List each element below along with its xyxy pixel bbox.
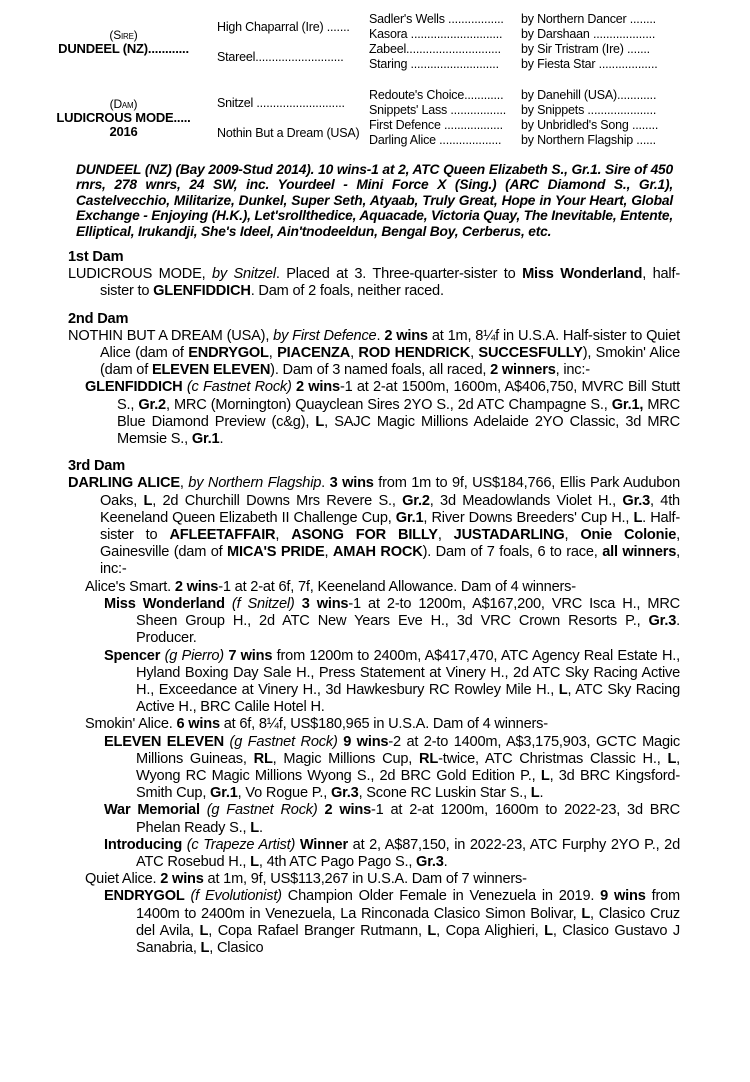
- grandparent-entry: Nothin But a Dream (USA): [217, 126, 360, 140]
- great-grandparent-entry: Darling Alice ...................: [369, 133, 502, 147]
- text-run: by Snitzel: [211, 266, 276, 283]
- pedigree-table: [30, 12, 722, 148]
- text-run: (f Evolutionist): [190, 888, 282, 905]
- text-run: 9 wins: [600, 888, 646, 905]
- text-run: Gr.2: [138, 396, 166, 413]
- text-run: AMAH ROCK: [332, 544, 423, 561]
- text-run: Gr.3: [622, 492, 651, 509]
- parents-column-gap: [30, 72, 217, 88]
- great-grandparent-entry: First Defence ..................: [369, 118, 503, 132]
- text-run: L: [143, 492, 153, 509]
- text-run: GLENFIDDICH: [85, 379, 183, 396]
- sire-name: DUNDEEL (NZ)............: [58, 40, 189, 56]
- by-sire-entry: by Northern Dancer ........: [521, 12, 656, 26]
- pedigree-great-grandparents-column: [369, 12, 521, 148]
- pedigree-paragraph: Miss Wonderland (f Snitzel) 3 wins-1 at 2-to 1200m, A$167,200, VRC Isca H., MRC Sheen Group H., 2d ATC New Years Eve H., 3d VRC Crown Resorts P., Gr.3. Producer.: [104, 595, 681, 647]
- text-run: 2 wins: [324, 802, 371, 819]
- text-run: Gr.3: [648, 613, 677, 630]
- by-sire-entry: by Snippets .....................: [521, 103, 657, 117]
- text-run: 7 wins: [228, 647, 273, 664]
- dam-name: LUDICROUS MODE.....: [56, 109, 191, 125]
- sire-tag: (Sire): [109, 27, 138, 42]
- by-sire-entry: by Northern Flagship ......: [521, 133, 656, 147]
- text-run: ELEVEN ELEVEN: [104, 733, 224, 750]
- grandparent-entry: Snitzel ...........................: [217, 96, 345, 110]
- text-run: ROD HENDRICK: [358, 345, 471, 362]
- text-run: Onie Colonie: [580, 527, 677, 544]
- pedigree-paragraph: Quiet Alice. 2 wins at 1m, 9f, US$113,267 in U.S.A. Dam of 7 winners-: [85, 871, 527, 888]
- text-run: L: [199, 922, 209, 939]
- pedigree-grandparents-column: [217, 12, 369, 148]
- great-grandparent-entry: Snippets' Lass .................: [369, 103, 507, 117]
- text-run: ENDRYGOL: [188, 345, 269, 362]
- text-run: L: [540, 767, 550, 784]
- text-run: by First Defence: [273, 327, 377, 344]
- pedigree-paragraph: DARLING ALICE, by Northern Flagship. 3 wins from 1m to 9f, US$184,766, Ellis Park Audubon Oaks, L, 2d Churchill Downs Mrs Revere S., Gr.2, 3d Meadowlands Violet H., Gr.3, 4th Keeneland Queen Elizabeth II Challenge Cup, Gr.1, River Downs Breeders' Cup H., L. Half-sister to AFLEETAFFAIR, ASONG FOR BILLY, JUSTADARLING, Onie Colonie, Gainesville (dam of MICA'S PRIDE, AMAH ROCK). Dam of 7 foals, 6 to race, all winners, inc:-: [68, 475, 681, 578]
- text-run: (g Fastnet Rock): [206, 802, 318, 819]
- text-run: Gr.1: [210, 785, 238, 802]
- great-grandparent-entry: Redoute's Choice............: [369, 88, 504, 102]
- sire-block: [30, 12, 217, 72]
- text-run: Introducing: [104, 836, 183, 853]
- text-run: Gr.1: [395, 509, 424, 526]
- text-run: DARLING ALICE: [68, 475, 180, 492]
- text-run: 2 wins: [296, 379, 340, 396]
- text-run: L: [427, 922, 437, 939]
- dam-sections: [0, 249, 750, 957]
- by-sire-column-gap: [521, 72, 722, 88]
- text-run: L: [250, 853, 259, 870]
- pedigree-paragraph: NOTHIN BUT A DREAM (USA), by First Defence. 2 wins at 1m, 8¼f in U.S.A. Half-sister to Quiet Alice (dam of ENDRYGOL, PIACENZA, ROD HENDRICK, SUCCESFULLY), Smokin' Alice (dam of ELEVEN ELEVEN). Dam of 3 named foals, all raced, 2 winners, inc:-: [68, 327, 680, 379]
- text-run: L: [667, 750, 677, 767]
- by-sire-entry: by Sir Tristram (Ire) .......: [521, 42, 650, 56]
- text-run: Miss Wonderland: [522, 266, 643, 283]
- by-sire-entry: by Darshaan ...................: [521, 27, 656, 41]
- text-run: by Northern Flagship: [188, 475, 322, 492]
- text-run: RL: [253, 750, 273, 767]
- text-run: Spencer: [104, 647, 161, 664]
- text-run: (f Snitzel): [231, 595, 295, 612]
- text-run: GLENFIDDICH: [153, 283, 251, 300]
- text-run: L: [633, 509, 643, 526]
- text-run: Gr.2: [402, 492, 430, 509]
- text-run: Miss Wonderland: [104, 595, 225, 612]
- text-run: (g Fastnet Rock): [229, 733, 338, 750]
- pedigree-paragraph: Spencer (g Pierro) 7 wins from 1200m to 2400m, A$417,470, ATC Agency Real Estate H., Hyland Boxing Day Sale H., Press Statement at Vinery H., 2d ATC Sky Racing Active H., Exceedance at Vinery H., 3d Hawkesbury RC Rowley Mile H., L, ATC Sky Racing Active H., BRC Calile Hotel H.: [104, 647, 680, 716]
- pedigree-parents-column: [30, 12, 217, 148]
- text-run: L: [315, 413, 325, 430]
- by-sire-entry: by Danehill (USA)............: [521, 88, 657, 102]
- section-heading-1st-dam: 1st Dam: [68, 249, 124, 266]
- pedigree-paragraph: ENDRYGOL (f Evolutionist) Champion Older Female in Venezuela in 2019. 9 wins from 1400m to 2400m in Venezuela, La Rinconada Clasico Simon Bolivar, L, Clasico Cruz del Avila, L, Copa Rafael Branger Rutmann, L, Copa Alighieri, L, Clasico Gustavo J Sanabria, L, Clasico: [104, 888, 680, 956]
- text-run: (c Trapeze Artist): [186, 836, 296, 853]
- pedigree-paragraph: ELEVEN ELEVEN (g Fastnet Rock) 9 wins-2 at 2-to 1400m, A$3,175,903, GCTC Magic Millions Guineas, RL, Magic Millions Cup, RL-twice, ATC Christmas Classic H., L, Wyong RC Magic Millions Wyong S., 2d BRC Gold Edition P., L, 3d BRC Kingsford-Smith Cup, Gr.1, Vo Rogue P., Gr.3, Scone RC Luskin Star S., L.: [104, 733, 681, 802]
- pedigree-paragraph: Smokin' Alice. 6 wins at 6f, 8¼f, US$180,965 in U.S.A. Dam of 4 winners-: [85, 716, 548, 733]
- text-run: Winner: [299, 836, 348, 853]
- dam-block: [30, 88, 217, 148]
- text-run: War Memorial: [104, 802, 200, 819]
- catalogue-page: [0, 12, 750, 1082]
- by-sire-entry: by Unbridled's Song ........: [521, 118, 659, 132]
- text-run: (g Pierro): [164, 647, 224, 664]
- great-grandparents-column-gap: [369, 72, 521, 88]
- pedigree-paragraph: GLENFIDDICH (c Fastnet Rock) 2 wins-1 at 2-at 1500m, 1600m, A$406,750, MVRC Bill Stutt S., Gr.2, MRC (Mornington) Quayclean Sires 2YO S., 2d ATC Champagne S., Gr.1, MRC Blue Diamond Preview (c&g), L, SAJC Magic Millions Adelaide 2YO Classic, 3d MRC Memsie S., Gr.1.: [85, 379, 680, 448]
- text-run: L: [558, 681, 568, 698]
- text-run: Gr.3: [416, 853, 444, 870]
- text-run: JUSTADARLING: [453, 527, 565, 544]
- text-run: Gr.3: [330, 785, 359, 802]
- text-run: 2 wins: [384, 327, 428, 344]
- section-heading-3rd-dam: 3rd Dam: [68, 458, 125, 475]
- text-run: (c Fastnet Rock): [186, 379, 292, 396]
- text-run: 2 winners: [490, 362, 556, 379]
- text-run: L: [250, 819, 259, 836]
- dam-year: 2016: [109, 123, 138, 139]
- text-run: L: [530, 785, 540, 802]
- text-run: ASONG FOR BILLY: [291, 527, 438, 544]
- text-run: Gr.1,: [611, 396, 644, 413]
- text-run: L: [200, 939, 210, 956]
- text-run: 2 wins: [174, 578, 219, 595]
- text-run: 6 wins: [176, 716, 220, 733]
- text-run: PIACENZA: [277, 345, 351, 362]
- text-run: MICA'S PRIDE: [227, 544, 325, 561]
- text-run: AFLEETAFFAIR: [169, 527, 276, 544]
- pedigree-by-sire-column: [521, 12, 722, 148]
- text-run: DUNDEEL (NZ) (Bay 2009-Stud 2014). 10 wins-1 at 2, ATC Queen Elizabeth S., Gr.1. Sire of 450 rnrs, 278 wnrs, 24 SW, inc. Yourdeel - Mini Force X (Sing.) (ARC Diamond S., Gr.1), Castelvecchio, Militarize, Dunkel, Super Seth, Atyaab, Truly Great, Hope in Your Heart, Global Exchange - Enjoying (H.K.), Let'srollthedice, Aquacade, Victoria Quay, The Inevitable, Entente, Elliptical, Irukandji, She's Ideel, Ain'tnodeeldun, Bengal Boy, Cerberus, etc.: [76, 162, 673, 239]
- pedigree-paragraph: War Memorial (g Fastnet Rock) 2 wins-1 at 2-at 1200m, 1600m to 2022-23, 3d BRC Phelan Ready S., L.: [104, 802, 681, 836]
- pedigree-paragraph: Introducing (c Trapeze Artist) Winner at 2, A$87,150, in 2022-23, ATC Furphy 2YO P., 2d ATC Rosebud H., L, 4th ATC Pago Pago S., Gr.3.: [104, 836, 681, 870]
- pedigree-paragraph: Alice's Smart. 2 wins-1 at 2-at 6f, 7f, Keeneland Allowance. Dam of 4 winners-: [85, 578, 576, 595]
- text-run: RL: [419, 750, 439, 767]
- text-run: 3 wins: [329, 475, 374, 492]
- text-run: Gr.1: [191, 431, 220, 448]
- text-run: L: [581, 905, 591, 922]
- text-run: ELEVEN ELEVEN: [151, 362, 271, 379]
- great-grandparent-entry: Zabeel.............................: [369, 42, 501, 56]
- grandparent-entry: High Chaparral (Ire) .......: [217, 20, 350, 34]
- great-grandparent-entry: Sadler's Wells .................: [369, 12, 504, 26]
- text-run: L: [544, 922, 553, 939]
- dam-tag: (Dam): [109, 96, 138, 111]
- grandparents-column-gap: [217, 72, 369, 88]
- sire-summary-paragraph: [76, 162, 673, 239]
- great-grandparent-entry: Staring ...........................: [369, 57, 499, 71]
- by-sire-entry: by Fiesta Star ..................: [521, 57, 658, 71]
- text-run: 9 wins: [343, 733, 389, 750]
- grandparent-entry: Stareel...........................: [217, 50, 344, 64]
- text-run: 2 wins: [160, 871, 204, 888]
- text-run: ENDRYGOL: [104, 888, 185, 905]
- section-heading-2nd-dam: 2nd Dam: [68, 310, 129, 327]
- text-run: all winners: [602, 544, 677, 561]
- text-run: SUCCESFULLY: [478, 345, 583, 362]
- pedigree-paragraph: LUDICROUS MODE, by Snitzel. Placed at 3. Three-quarter-sister to Miss Wonderland, half-sister to GLENFIDDICH. Dam of 2 foals, neither raced.: [68, 266, 680, 300]
- great-grandparent-entry: Kasora ............................: [369, 27, 503, 41]
- text-run: 3 wins: [301, 595, 349, 612]
